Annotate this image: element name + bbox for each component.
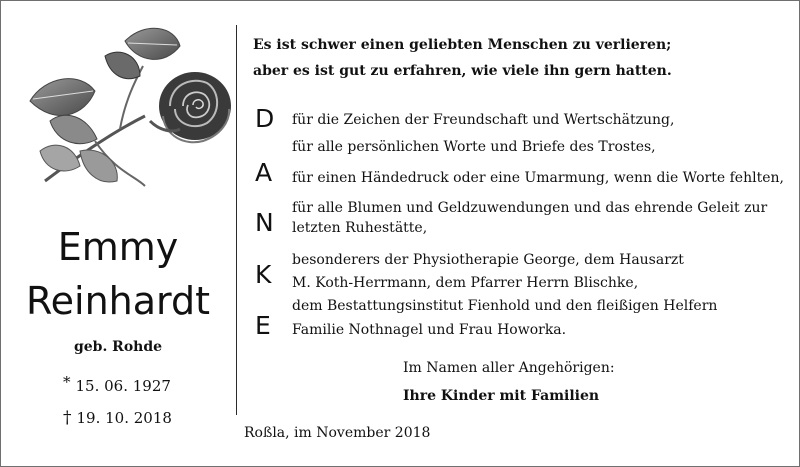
danke-letter: E	[255, 311, 271, 340]
thanks-line: besonderers der Physiotherapie George, dem Hausarzt	[292, 252, 684, 268]
danke-letter: K	[255, 260, 272, 289]
thanks-line: für alle persönlichen Worte und Briefe des Trostes,	[292, 139, 656, 155]
star-icon: *	[63, 373, 71, 391]
cross-icon: †	[63, 408, 72, 428]
intro-line: Es ist schwer einen geliebten Menschen zu verlieren;	[253, 37, 672, 53]
thanks-line: M. Koth-Herrmann, dem Pfarrer Herrn Blischke,	[292, 275, 639, 291]
last-name: Reinhardt	[25, 279, 211, 323]
thanks-line: letzten Ruhestätte,	[292, 220, 428, 236]
first-name: Emmy	[57, 225, 179, 269]
place-date: Roßla, im November 2018	[244, 425, 431, 441]
deceased-panel	[1, 1, 235, 466]
intro-line: aber es ist gut zu erfahren, wie viele ihn gern hatten.	[253, 63, 672, 79]
thanks-line: für alle Blumen und Geldzuwendungen und das ehrende Geleit zur	[292, 200, 768, 216]
danke-letter: D	[255, 104, 275, 133]
rose-illustration	[25, 21, 235, 196]
danke-letter: N	[255, 208, 274, 237]
family-signature: Ihre Kinder mit Familien	[403, 388, 600, 404]
death-date	[63, 408, 172, 428]
on-behalf-text: Im Namen aller Angehörigen:	[403, 360, 615, 376]
birth-date	[63, 373, 171, 395]
thanks-line: für die Zeichen der Freundschaft und Wertschätzung,	[292, 112, 675, 128]
intro-quote	[253, 32, 773, 84]
danke-letter: A	[255, 158, 273, 187]
thanks-line: dem Bestattungsinstitut Fienhold und den fleißigen Helfern	[292, 298, 718, 314]
birth-date-value: 15. 06. 1927	[75, 377, 171, 395]
death-date-value: 19. 10. 2018	[76, 409, 172, 427]
maiden-name: geb. Rohde	[73, 339, 163, 355]
thanks-line: für einen Händedruck oder eine Umarmung, wenn die Worte fehlten,	[292, 170, 784, 186]
thanks-line: Familie Nothnagel und Frau Howorka.	[292, 322, 567, 338]
vertical-divider	[236, 25, 237, 415]
